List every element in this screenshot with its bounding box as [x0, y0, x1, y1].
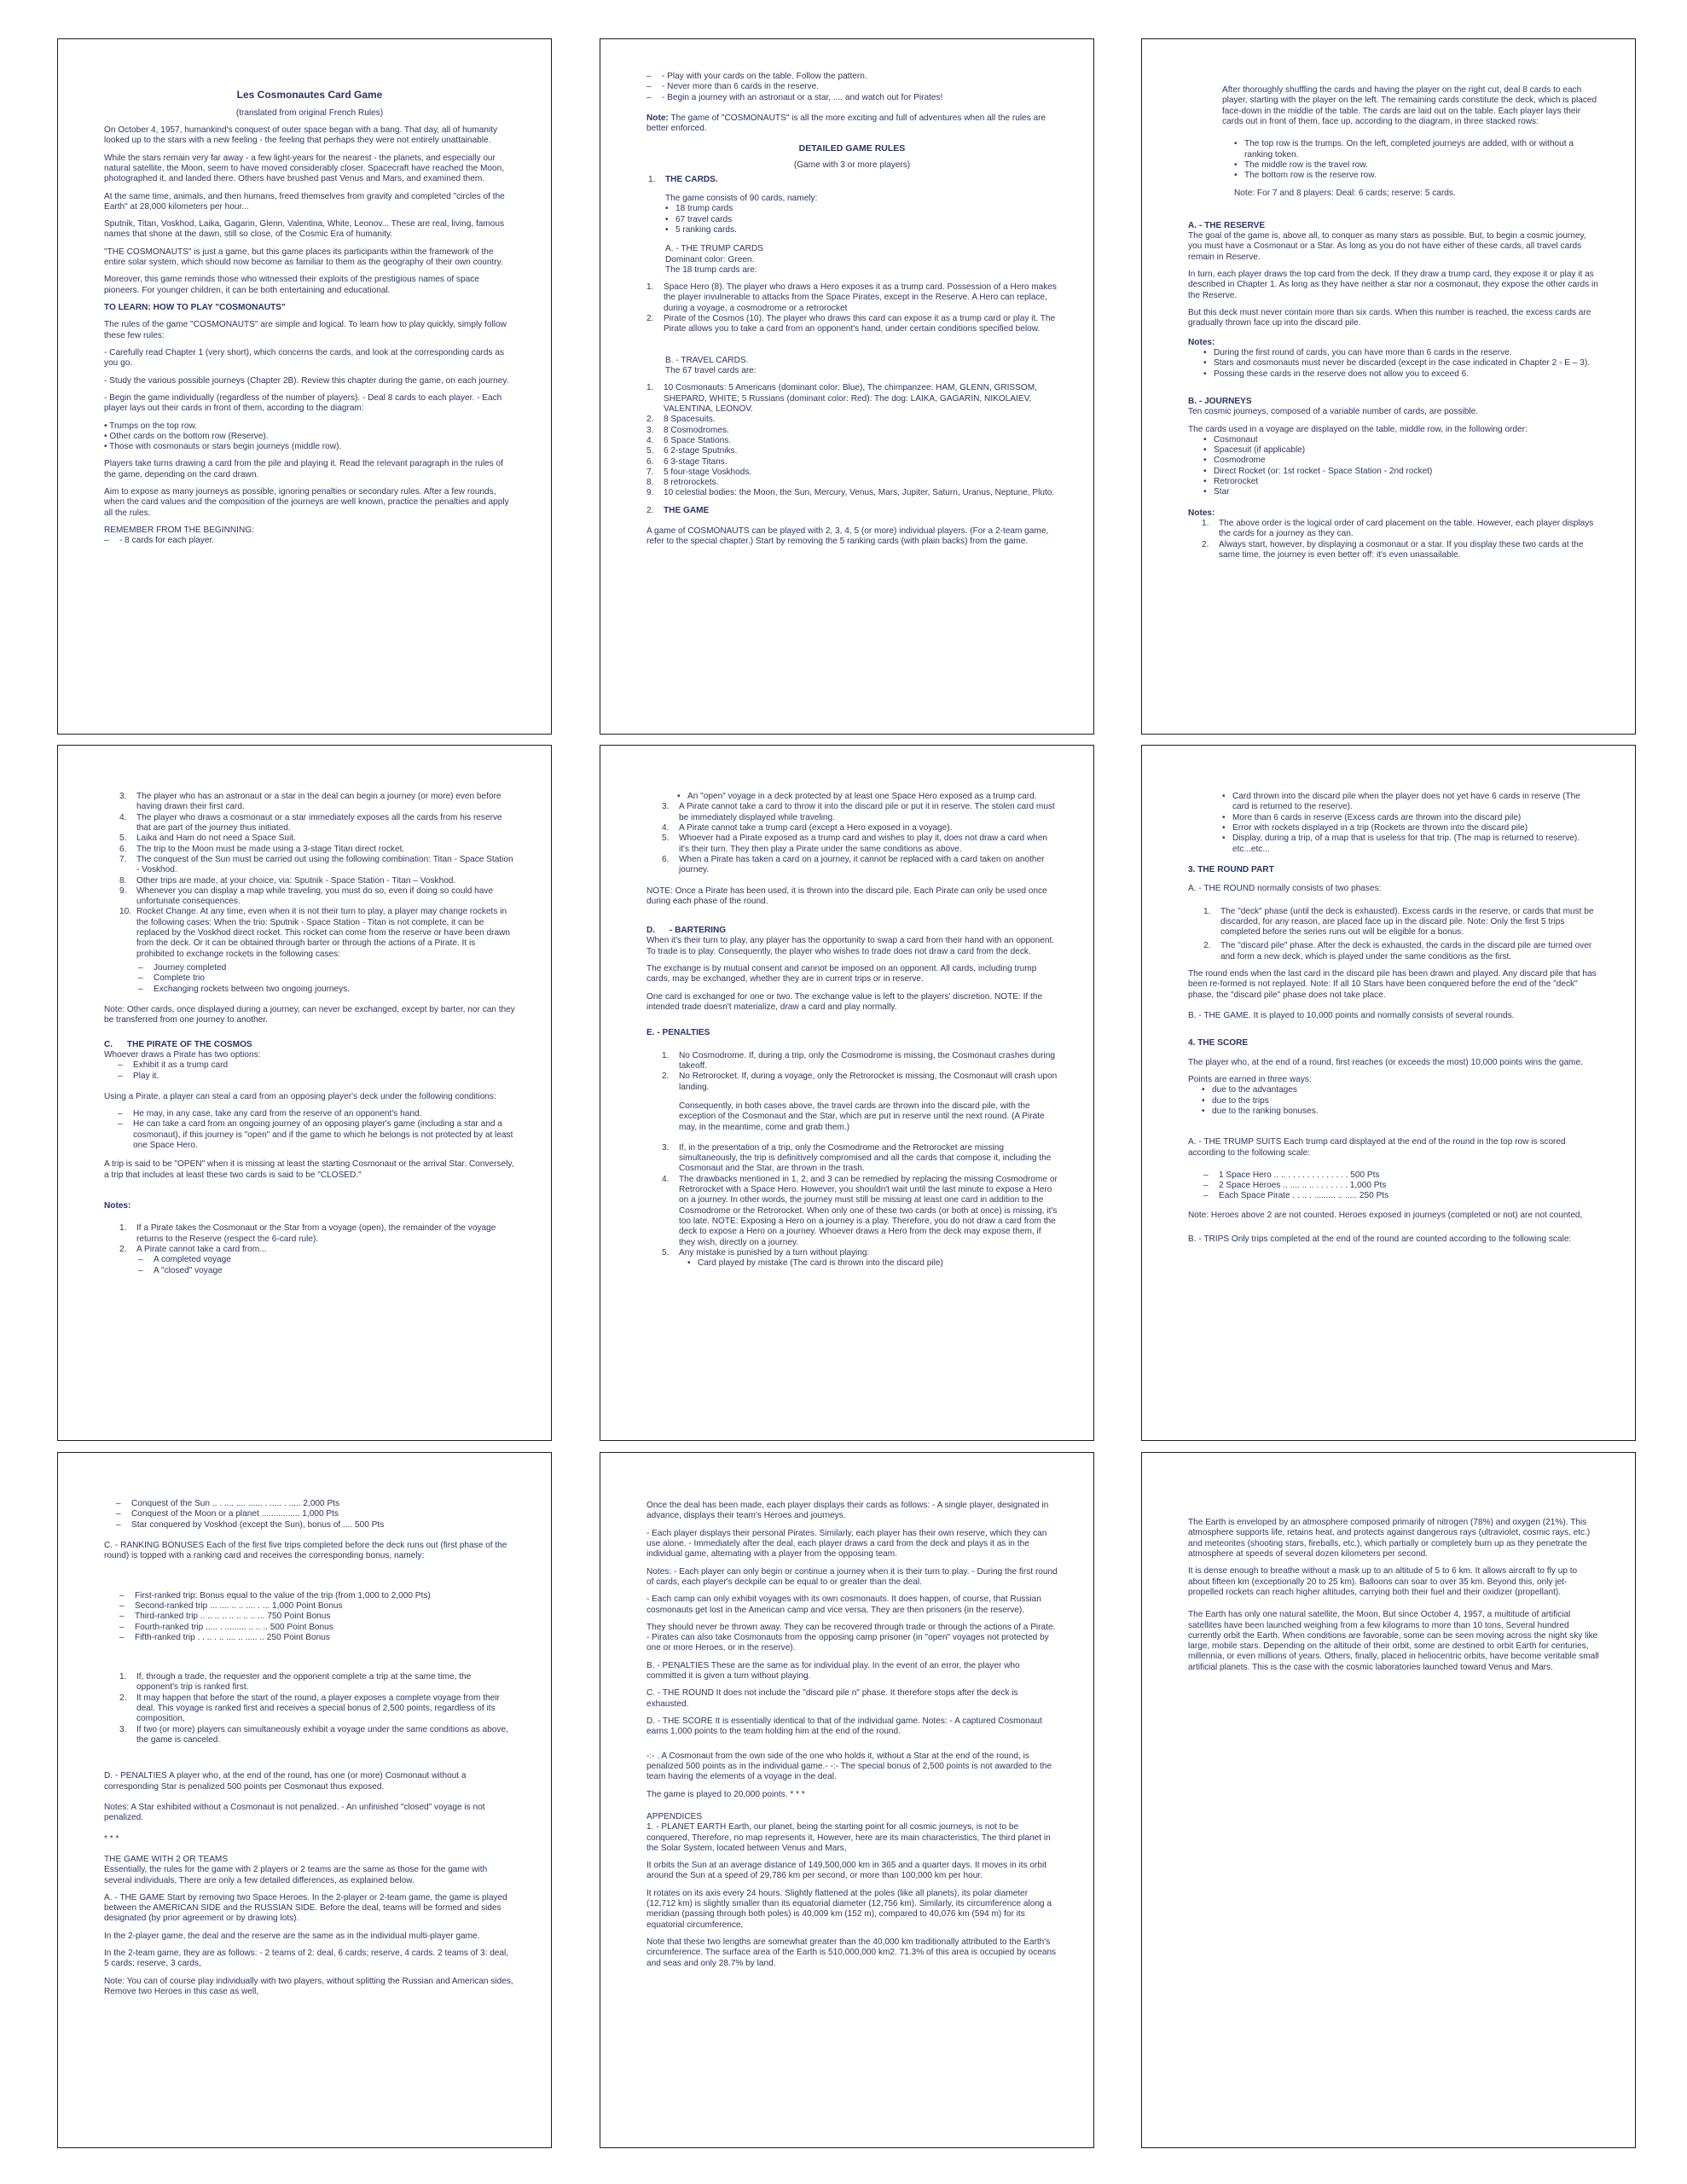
paragraph: Notes: - Each player can only begin or continue a journey when it is their turn to play. - During the first round of cards, each player's deckpile can be equal to or greater than the deal.: [646, 1566, 1058, 1587]
section-heading: THE GAME: [664, 505, 710, 515]
list-item: • due to the ranking bonuses.: [1202, 1107, 1599, 1117]
cards-list: [665, 204, 1058, 235]
paragraph: B. - TRIPS Only trips completed at the end of the round are counted according to the following scale:: [1188, 1234, 1572, 1245]
paragraph: Once the deal has been made, each player displays their cards as follows: - A single player, designated in advance, displays their team's Heroes and journeys.: [646, 1501, 1049, 1521]
list-item: 2. Always start, however, by displaying a cosmonaut or a star. If you display these two cards at the same time, the journey is even better off: it's even unassailable.: [1202, 539, 1584, 560]
page-5: [600, 745, 1094, 1441]
list-item: • An "open" voyage in a deck protected by at least one Space Hero exposed as a trump card.: [677, 792, 1058, 802]
list-item: 1. If, through a trade, the requester and the opponent complete a trip at the same time, the opponent's trip is ranked first.: [119, 1672, 472, 1693]
list-item: 3. A Pirate cannot take a card to throw it into the discard pile or put it in reserve. The stolen card must be immediately displayed while traveling.: [662, 802, 1055, 822]
rules-subtitle: (Game with 3 or more players): [793, 160, 911, 171]
paragraph: Sputnik, Titan, Voskhod, Laika, Gagarin, Glenn, Valentina, White, Leonov... These are real, living, famous names that shone at the dawn, still so close, of the Cosmic Era of humanity.: [104, 219, 505, 240]
list-item: – Fourth-ranked trip ..... . ......... .. .. .. 500 Point Bonus: [119, 1623, 515, 1633]
paragraph: Moreover, this game reminds those who witnessed their exploits of the prestigious names of space pioneers. For younger children, it can be both entertaining and educational.: [104, 275, 479, 295]
list-item: • Display, during a trip, of a map that is useless for that trip. (The map is returned to reserve). etc...etc...: [1222, 834, 1599, 855]
paragraph: Whoever draws a Pirate has two options:: [104, 1049, 261, 1060]
paragraph: While the stars remain very far away - a few light-years for the nearest - the planets, and especially our natural satellite, the Moon, seem to have moved considerably closer. Spacecraft have reached the Moon, photographed it, and landed there. Others have brushed past Venus and Mars, and examined them.: [104, 153, 505, 184]
paragraph: Using a Pirate, a player can steal a card from an opposing player's deck under the following conditions:: [104, 1091, 496, 1101]
list-item: • The top row is the trumps. On the left, completed journeys are added, with or without a ranking token.: [1234, 139, 1599, 160]
paragraph: A game of COSMONAUTS can be played with 2, 3, 4, 5 (or more) individual players. (For a 2-team game, refer to the special chapter.) Start by removing the 5 ranking cards (with plain backs) from the game.: [646, 526, 1049, 547]
paragraph: Players take turns drawing a card from the pile and playing it. Read the relevant paragraph in the rules of the game, depending on the card drawn.: [104, 459, 503, 479]
list-item: 1. 10 Cosmonauts: 5 Americans (dominant color: Blue), The chimpanzee: HAM, GLENN, GRISSOM, SHEPARD, WHITE; 5 Russians (dominant color: Red): The dog: LAIKA, GAGARIN, NIKOLAIEV, VALENTINA, LEONOV.: [646, 383, 1037, 414]
list-item: 6. 6 3-stage Titans.: [646, 456, 728, 467]
list-item: – Star conquered by Voskhod (except the Sun), bonus of .... 500 Pts: [116, 1520, 515, 1531]
list-item: 3. If two (or more) players can simultaneously exhibit a voyage under the same conditions as above, the game is canceled.: [119, 1724, 508, 1745]
remember-item: – - Begin a journey with an astronaut or a star, .... and watch out for Pirates!: [646, 93, 1058, 103]
paragraph: After thoroughly shuffling the cards and having the player on the right cut, deal 8 cards to each player, starting with the player on the left. The remaining cards constitute the deck, which is placed face-down in the middle of the table. The cards are laid out on the table. Each player lays their cards out in front of them, face up, according to the diagram, in three stacked rows:: [1222, 85, 1597, 126]
list-item: • During the first round of cards, you can have more than 6 cards in the reserve.: [1203, 348, 1599, 358]
list-item: • Retrorocket: [1203, 477, 1599, 487]
list-item: 1. The above order is the logical order of card placement on the table. However, each player displays the cards for a journey as they can.: [1202, 519, 1594, 539]
list-item: – A "closed" voyage: [138, 1266, 515, 1276]
paragraph: Notes: A Star exhibited without a Cosmonaut is not penalized. - An unfinished "closed" voyage is not penalized.: [104, 1802, 485, 1823]
list-item: – Play it.: [118, 1072, 515, 1082]
paragraph: In the 2-team game, they are as follows: - 2 teams of 2: deal, 6 cards; reserve, 4 cards. 2 teams of 3: deal, 5 cards; reserve, 3 cards,: [104, 1949, 509, 1969]
list-item: 2. It may happen that before the start of the round, a player exposes a complete voyage from their deal. This voyage is ranked first and receives a special bonus of 2,500 points, regardless of its composition,: [119, 1693, 500, 1724]
section-heading: A. - THE RESERVE: [1188, 220, 1266, 230]
paragraph: The game is played to 20,000 points. * * *: [646, 1789, 805, 1799]
trump-list: [646, 282, 1058, 335]
list-item: – A completed voyage: [138, 1255, 515, 1265]
list-item: 2. A Pirate cannot take a card from...: [119, 1244, 267, 1254]
section-heading: TO LEARN: HOW TO PLAY "COSMONAUTS": [104, 303, 286, 312]
section-number: 2.: [646, 505, 654, 515]
paragraph: - Study the various possible journeys (Chapter 2B). Review this chapter during the game, on each journey.: [104, 375, 509, 386]
mistake-list-cont: [1222, 792, 1599, 855]
note: [646, 113, 1058, 135]
document-subtitle: (translated from original French Rules): [235, 107, 384, 118]
penalties-list-cont: [662, 1143, 1058, 1258]
list-item: • due to the trips: [1202, 1096, 1599, 1107]
list-item: • Star: [1203, 487, 1599, 497]
list-item: 4. 6 Space Stations.: [646, 435, 732, 445]
list-item: – Third-ranked trip .. .. .. .. .. .. .. .. ... 750 Point Bonus: [119, 1612, 515, 1622]
list-item: – Fifth-ranked trip . . .. . .. .... .. ..... .. 250 Point Bonus: [119, 1633, 515, 1643]
paragraph: The game consists of 90 cards, namely:: [665, 193, 818, 203]
page-1: [57, 38, 552, 735]
paragraph: - Carefully read Chapter 1 (very short), which concerns the cards, and look at the corresponding cards as you go.: [104, 347, 505, 369]
paragraph: The 18 trump cards are:: [665, 264, 757, 275]
page-8: [600, 1452, 1094, 2148]
list-item: • due to the advantages: [1202, 1085, 1599, 1095]
remember-list: [104, 536, 515, 546]
paragraph: In turn, each player draws the top card from the deck. If they draw a trump card, they expose it or play it as described in Chapter 1. As long as they have neither a star nor a cosmonaut, they expose the other cards in the Reserve.: [1188, 270, 1598, 300]
list-item: 4. The player who draws a cosmonaut or a star immediately exposes all the cards from his reserve that are part of the journey thus initiated.: [119, 812, 502, 833]
phases-list: [1203, 907, 1599, 963]
pirate-notes: [119, 1223, 515, 1255]
list-item: 3. 8 Cosmodromes.: [646, 425, 729, 435]
ranking-rules: [119, 1672, 515, 1745]
paragraph: B. - THE GAME. It is played to 10,000 points and normally consists of several rounds.: [1188, 1011, 1515, 1020]
list-item: – Conquest of the Moon or a planet ................ 1,000 Pts: [116, 1509, 515, 1519]
paragraph: -:- . A Cosmonaut from the own side of the one who holds it, without a Star at the end of the round, is penalized 500 points as in the individual game.- -:- The special bonus of 2,500 points is not awarded to the team having the elements of a voyage in the deal.: [646, 1751, 1052, 1782]
section-game: [646, 506, 1058, 516]
document-title: Les Cosmonautes Card Game: [236, 89, 383, 101]
paragraph: A. - THE ROUND normally consists of two phases:: [1188, 884, 1382, 894]
subsection-heading: B. - TRAVEL CARDS.: [665, 355, 749, 365]
reserve-notes: [1203, 348, 1599, 380]
list-item: 7. 5 four-stage Voskhods.: [646, 467, 752, 477]
list-item: • Cosmonaut: [1203, 435, 1599, 445]
list-item: 8. Other trips are made, at your choice, via: Sputnik - Space Station - Titan – Voskhod.: [119, 875, 456, 886]
paragraph: Note that these two lengths are somewhat greater than the 40,000 km traditionally attributed to the Earth's circumference. The surface area of the Earth is 510,000,000 km2. 71.3% of this area is occupied by oceans and seas and only 28.7% by land.: [646, 1937, 1057, 1968]
page-3: [1141, 38, 1636, 735]
list-item: 5. Any mistake is punished by a turn without playing:: [662, 1247, 870, 1258]
penalties-list: [662, 1051, 1058, 1093]
paragraph: Consequently, in both cases above, the travel cards are thrown into the discard pile, with the exception of the Cosmonaut and the Star, which are put in reserve until the next round. (A Pirate may, in the meantime, come and grab them.): [679, 1101, 1045, 1132]
paragraph: Note: You can of course play individually with two players, without splitting the Russian and American sides, Remove two Heroes in this case as well,: [104, 1976, 513, 1996]
pirate-list-cont: [677, 792, 1058, 802]
list-item: 4. A Pirate cannot take a trump card (except a Hero exposed in a voyage).: [662, 822, 953, 833]
list-item: 2. The "discard pile" phase. After the deck is exhausted, the cards in the discard pile are turned over and form a new deck, which is played under the same conditions as the first.: [1203, 941, 1592, 961]
remember-item: – - Play with your cards on the table. Follow the pattern.: [646, 72, 1058, 82]
section-heading: THE GAME WITH 2 OR TEAMS: [104, 1854, 229, 1864]
paragraph: D. - PENALTIES A player who, at the end of the round, has one (or more) Cosmonaut without a corresponding Star is penalized 500 points per Cosmonaut thus exposed.: [104, 1771, 467, 1792]
list-item: • 67 travel cards: [665, 215, 1058, 225]
list-item: • 5 ranking cards.: [665, 225, 1058, 235]
list-item: 2. Pirate of the Cosmos (10). The player who draws this card can expose it as a trump card or play it. The Pirate allows you to take a card from an opponent's hand, under certain conditions specified below.: [646, 314, 1056, 334]
ranking-scale: [119, 1591, 515, 1644]
note-label: Note:: [646, 113, 669, 123]
list-item: • More than 6 cards in reserve (Excess cards are thrown into the discard pile): [1222, 813, 1599, 823]
prohibited-list: [138, 963, 515, 995]
list-item: 3. The player who has an astronaut or a star in the deal can begin a journey (or more) even before having drawn their first card.: [119, 792, 501, 812]
section-heading: D. - BARTERING: [646, 926, 727, 936]
paragraph: - Each camp can only exhibit voyages with its own cosmonauts. It does happen, of course, that Russian cosmonauts get lost in the American camp and vice versa, They are then prisoners (in the reserve).: [646, 1594, 1041, 1615]
list-item: 8. 8 retrorockets.: [646, 478, 719, 488]
trump-scale: [1203, 1170, 1599, 1202]
list-item: 2. No Retrorocket. If, during a voyage, only the Retrorocket is missing, the Cosmonaut will crash upon landing.: [662, 1072, 1058, 1092]
page-6: [1141, 745, 1636, 1441]
conquest-scale: [116, 1499, 515, 1531]
page-9: [1141, 1452, 1636, 2148]
pirate-conditions: [118, 1109, 515, 1151]
note-text: The game of "COSMONAUTS" is all the more exciting and full of adventures when all the rules are better enforced.: [646, 113, 1046, 134]
rows-list: [1234, 139, 1599, 181]
list-item: • Spacesuit (if applicable): [1203, 445, 1599, 456]
list-item: – Complete trio: [138, 973, 515, 984]
list-item: 4. The drawbacks mentioned in 1, 2, and 3 can be remedied by replacing the missing Cosmodrome or Retrorocket with a Space Hero. However, you shouldn't wait until the last minute to expose a Hero on a journey. In other words, the journey must still be missing at least one card in addition to the Cosmodrome or the Retrorocket. When only one of these two cards (or both at once) is missing, it's too late. NOTE: Exposing a Hero on a journey is a play. Therefore, you do not draw a card from the deck to expose a Hero on a journey. Whoever draws a Hero from the deck may expose them, if they wish, directly on a journey.: [662, 1174, 1058, 1247]
paragraph: The player who, at the end of a round, first reaches (or exceeds the most) 10,000 points wins the game.: [1188, 1057, 1583, 1067]
journey-order-list: [1203, 435, 1599, 498]
list-item: 1. The "deck" phase (until the deck is exhausted). Excess cards in the reserve, or cards that must be discarded, for any reason, are placed face up in the discard pile. Note: Only the first 5 trips completed before the series runs out will be eligible for a bonus.: [1203, 906, 1594, 938]
paragraph: When it's their turn to play, any player has the opportunity to swap a card from their hand with an opponent. To trade is to play. Consequently, the player who wishes to trade does not draw a card from the deck.: [646, 936, 1055, 956]
list-item: 2. 8 Spacesuits.: [646, 415, 716, 425]
pirate-options: [118, 1060, 515, 1082]
page-4: [57, 745, 552, 1441]
section-heading: E. - PENALTIES: [646, 1028, 710, 1038]
paragraph: The cards used in a voyage are displayed on the table, middle row, in the following order:: [1188, 424, 1528, 434]
points-list: [1202, 1085, 1599, 1117]
remember-item: – - Never more than 6 cards in the reserve.: [646, 82, 1058, 92]
list-item: 9. 10 celestial bodies: the Moon, the Sun, Mercury, Venus, Mars, Jupiter, Saturn, Uranus, Neptune, Pluto.: [646, 488, 1055, 498]
travel-list: [646, 383, 1058, 498]
diagram-line: • Trumps on the top row.: [104, 421, 198, 431]
list-item: – He can take a card from an ongoing journey of an opposing player's game (including a star and a cosmonaut), if this journey is "open" and if the game to which he belongs is not protected by at least one Space Hero.: [118, 1119, 515, 1151]
remember-list: [646, 72, 1058, 103]
paragraph: They should never be thrown away. They can be recovered through trade or through the actions of a Pirate. - Pirates can also take Cosmonauts from the opposing camp prisoner (in "open" voyages not protected by one or more Heroes, or in the reserve).: [646, 1622, 1056, 1653]
list-item: 1. Space Hero (8). The player who draws a Hero exposes it as a trump card. Possession of a Hero makes the player invulnerable to attacks from the Space Pirates, except in the Reserve. A Hero can replace, during a voyage, a cosmodrome or a retrorocket: [646, 282, 1057, 313]
list-item: – He may, in any case, take any card from the reserve of an opponent's hand.: [118, 1109, 515, 1119]
paragraph: It rotates on its axis every 24 hours. Slightly flattened at the poles (like all planets), its polar diameter (12,712 km) is slightly smaller than its equatorial diameter (12,756 km). Similarly, its circumference along a meridian (passing through both poles) is 40,009 km (152 m), compared to 40,076 km (594 m) for its equatorial circumference,: [646, 1888, 1052, 1930]
paragraph: C. - THE ROUND It does not include the "discard pile n" phase. It therefore stops after the deck is exhausted.: [646, 1688, 1018, 1709]
notes-label: Notes:: [1188, 337, 1215, 347]
section-cards: [648, 175, 1058, 185]
section-heading: 3. THE ROUND PART: [1188, 864, 1274, 874]
paragraph: The 67 travel cards are:: [665, 366, 757, 376]
section-heading: B. - JOURNEYS: [1188, 396, 1252, 406]
list-item: 10. Rocket Change. At any time, even when it is not their turn to play, a player may change rockets in the following cases: When the trio: Sputnik - Space Station - Titan is not complete, it can be replaced by the Voskhod direct rocket. This rocket can come from the reserve or have been drawn from the deck. Or it can be obtained through barter or through the actions of a Pirate. It is prohibited to exchange rockets in the following cases:: [119, 907, 510, 959]
section-heading: C. THE PIRATE OF THE COSMOS: [104, 1039, 252, 1049]
list-item: 5. 6 2-stage Sputniks.: [646, 446, 738, 456]
list-item: 6. When a Pirate has taken a card on a journey, it cannot be replaced with a card taken on another journey.: [662, 854, 1045, 875]
list-item: – Each Space Pirate . . .. . ......... .. ..... 250 Pts: [1203, 1191, 1599, 1201]
list-item: 5. Whoever had a Pirate exposed as a trump card and wishes to play it, does not draw a card when it's their turn. They then play a Pirate under the same conditions as above.: [662, 834, 1048, 854]
journey-notes: [1202, 519, 1599, 561]
notes-label: Notes:: [1188, 508, 1215, 518]
list-item: • The middle row is the travel row.: [1234, 160, 1599, 171]
section-number: 1.: [648, 174, 656, 184]
paragraph: It is dense enough to breathe without a mask up to an altitude of 5 to 6 km. It allows aircraft to fly up to about fifteen km (exceptionally 20 to 25 km). Balloons can soar to over 35 km. Beyond this, only jet-propelled rockets can reach higher altitudes, carrying both their fuel and their oxidizer (propellant).: [1188, 1566, 1578, 1597]
remember-item: – - 8 cards for each player.: [104, 536, 515, 546]
list-item: • Card thrown into the discard pile when the player does not yet have 6 cards in reserve (The card is returned to the reserve).: [1222, 792, 1599, 813]
paragraph: - Begin the game individually (regardless of the number of players). - Deal 8 cards to each player. - Each player lays out their cards in front of them, according to the diagram:: [104, 392, 502, 414]
mistake-list: [687, 1258, 1058, 1269]
paragraph: It orbits the Sun at an average distance of 149,500,000 km in 365 and a quarter days. It moves in its orbit around the Sun at a speed of 29,786 km per second, or more than 100,000 km per hour.: [646, 1861, 1047, 1881]
list-item: • Card played by mistake (The card is thrown into the discard pile): [687, 1258, 1058, 1269]
section-heading: 4. THE SCORE: [1188, 1038, 1249, 1048]
list-item: 3. If, in the presentation of a trip, only the Cosmodrome and the Retrorocket are missing simultaneously, the trip is definitively compromised and all the cards that compose it, including the Cosmonaut and the Star, are thrown in the trash.: [662, 1142, 1052, 1174]
notes-label: Notes:: [104, 1201, 131, 1211]
paragraph: C. - RANKING BONUSES Each of the first five trips completed before the deck runs out (first phase of the round) is topped with a ranking card and receives the corresponding bonus, namely:: [104, 1540, 507, 1561]
paragraph: The round ends when the last card in the discard pile has been drawn and played. Any discard pile that has been re-formed is not replayed. Note: If all 10 Stars have been conquered before the end of the "deck" phase, the "discard pile" phase does not take place.: [1188, 969, 1597, 1000]
paragraph: On October 4, 1957, humankind's conquest of outer space began with a bang. That day, all of humanity looked up to the stars with a new feeling - the feeling that perhaps they were not entirely unattainable.: [104, 125, 498, 146]
list-item: 7. The conquest of the Sun must be carried out using the following combination: Titan - Space Station - Voskhod.: [119, 854, 513, 875]
list-item: • Cosmodrome: [1203, 456, 1599, 466]
list-item: – 2 Space Heroes .. .... .. .. . . . . . . . 1,000 Pts: [1203, 1181, 1599, 1191]
note: NOTE: Once a Pirate has been used, it is thrown into the discard pile. Each Pirate can only be used once during each phase of the round.: [646, 886, 1047, 906]
paragraph: One card is exchanged for one or two. The exchange value is left to the players' discretion. NOTE: If the intended trade doesn't materialize, draw a card and play normally.: [646, 991, 1043, 1012]
list-item: – Exhibit it as a trump card: [118, 1060, 515, 1071]
list-item: – Journey completed: [138, 963, 515, 973]
list-item: 1. If a Pirate takes the Cosmonaut or the Star from a voyage (open), the remainder of the voyage returns to the Reserve (respect the 6-card rule).: [119, 1223, 496, 1244]
paragraph: At the same time, animals, and then humans, freed themselves from gravity and completed "circles of the Earth" at 28,000 kilometers per hour...: [104, 191, 505, 212]
list-item: 9. Whenever you can display a map while traveling, you must do so, even if doing so could have unfortunate consequences.: [119, 886, 494, 907]
paragraph: The goal of the game is, above all, to conquer as many stars as possible. But, to begin a cosmic journey, you must have a Cosmonaut or a Star. As long as you do not have either of these cards, all travel cards remain in Reserve.: [1188, 231, 1586, 262]
paragraph: D. - THE SCORE It is essentially identical to that of the individual game. Notes: - A captured Cosmonaut earns 1,000 points to the team holding him at the end of the round.: [646, 1716, 1042, 1737]
subsection-heading: A. - THE TRUMP CARDS: [665, 244, 763, 254]
list-item: • Stars and cosmonauts must never be discarded (except in the case indicated in Chapter 2 - E – 3).: [1203, 358, 1599, 369]
paragraph: Ten cosmic journeys, composed of a variable number of cards, are possible.: [1188, 407, 1478, 417]
list-item: • Possing these cards in the reserve does not allow you to exceed 6.: [1203, 369, 1599, 380]
list-item: • The bottom row is the reserve row.: [1234, 171, 1599, 181]
section-heading: APPENDICES: [646, 1811, 703, 1821]
diagram-line: • Those with cosmonauts or stars begin journeys (middle row).: [104, 442, 342, 452]
separator-stars: * * *: [104, 1833, 119, 1844]
list-item: 1. No Cosmodrome. If, during a trip, only the Cosmodrome is missing, the Cosmonaut crashes during takeoff.: [662, 1050, 1055, 1071]
diagram-line: • Other cards on the bottom row (Reserve).: [104, 431, 269, 441]
page-7: [57, 1452, 552, 2148]
paragraph: Note: Heroes above 2 are not counted. Heroes exposed in journeys (completed or not) are not counted,: [1188, 1210, 1583, 1220]
paragraph: Essentially, the rules for the game with 2 players or 2 teams are the same as those for the game with several individuals, There are only a few detailed differences, as explained below.: [104, 1865, 488, 1885]
pirate-rules: [662, 802, 1058, 875]
paragraph: The exchange is by mutual consent and cannot be imposed on an opponent. All cards, including trump cards, may be exchanged, whether they are in current trips or in reserve.: [646, 964, 1037, 985]
paragraph: Points are earned in three ways:: [1188, 1074, 1312, 1084]
paragraph: Aim to expose as many journeys as possible, ignoring penalties or secondary rules. After a few rounds, when the card values and the composition of the journeys are well known, practice the penalties and apply all the rules.: [104, 487, 509, 518]
paragraph: - Each player displays their personal Pirates. Similarly, each player has their own reserve, which they can use alone. - Immediately after the deal, each player draws a card from the deck and plays it as in the individual game, alternating with a player from the opposing team.: [646, 1528, 1047, 1560]
paragraph: Dominant color: Green.: [665, 254, 755, 264]
paragraph: A. - THE GAME Start by removing two Space Heroes. In the 2-player or 2-team game, the game is played between the AMERICAN SIDE and the RUSSIAN SIDE. Before the deal, teams will be formed and sides designated (by prior agreement or by drawing lots).: [104, 1892, 507, 1924]
list-item: – Conquest of the Sun .. . .... .... ...... . ..... . ..... 2,000 Pts: [116, 1499, 515, 1509]
paragraph: But this deck must never contain more than six cards. When this number is reached, the excess cards are gradually thrown face up into the discard pile.: [1188, 308, 1591, 328]
list-item: – First-ranked trip: Bonus equal to the value of the trip (from 1,000 to 2,000 Pts): [119, 1591, 515, 1601]
rules-title: DETAILED GAME RULES: [798, 142, 906, 154]
note: Note: Other cards, once displayed during a journey, can never be exchanged, except by barter, nor can they be transferred from one journey to another.: [104, 1004, 515, 1025]
paragraph: 1. - PLANET EARTH Earth, our planet, being the starting point for all cosmic journeys, is not to be conquered, Therefore, no map represents it, However, here are its main characteristics, The third planet in the Solar System, located between Venus and Mars,: [646, 1822, 1051, 1853]
section-heading: THE CARDS.: [665, 174, 718, 184]
list-item: 5. Laika and Ham do not need a Space Suit.: [119, 834, 296, 844]
page-2: [600, 38, 1094, 735]
list-item: – Exchanging rockets between two ongoing journeys.: [138, 985, 515, 995]
paragraph: "THE COSMONAUTS" is just a game, but this game places its participants within the framework of the entire solar system, which should now become as familiar to them as the geography of their own country.: [104, 247, 503, 268]
paragraph: The Earth is enveloped by an atmosphere composed primarily of nitrogen (78%) and oxygen (21%). This atmosphere supports life, retains heat, and protects against dangerous rays (ultraviolet, cosmic rays, etc.) and meteorites (shooting stars, fireballs, etc.), which partially or completely burn up as they penetrate the atmosphere at speeds of several dozen kilometers per second.: [1188, 1518, 1591, 1559]
list-item: – Second-ranked trip ... .... .. .. .... . ... 1,000 Point Bonus: [119, 1601, 515, 1612]
list-item: 6. The trip to the Moon must be made using a 3-stage Titan direct rocket.: [119, 844, 405, 854]
paragraph: The rules of the game "COSMONAUTS" are simple and logical. To learn how to play quickly, simply follow these few rules:: [104, 320, 507, 340]
note: Note: For 7 and 8 players: Deal: 6 cards; reserve: 5 cards.: [1234, 188, 1456, 198]
list-item: • Error with rockets displayed in a trip (Rockets are thrown into the discard pile): [1222, 823, 1599, 834]
paragraph: In the 2-player game, the deal and the reserve are the same as in the individual multi-player game.: [104, 1931, 480, 1941]
list-item: • 18 trump cards: [665, 204, 1058, 214]
paragraph: A trip is said to be "OPEN" when it is missing at least the starting Cosmonaut or the arrival Star. Conversely, a trip that includes at least these two cards is said to be "CLOSED.": [104, 1159, 514, 1180]
list-item: • Direct Rocket (or: 1st rocket - Space Station - 2nd rocket): [1203, 467, 1599, 477]
remember-heading: REMEMBER FROM THE BEGINNING:: [104, 526, 254, 535]
paragraph: B. - PENALTIES These are the same as for individual play. In the event of an error, the player who committed it is given a turn without playing.: [646, 1660, 1020, 1682]
journey-rules: [119, 792, 515, 960]
paragraph: The Earth has only one natural satellite, the Moon, But since October 4, 1957, a multitude of artificial satellites have been launched weighing from a few kilograms to more than 10 tons, Several hundred currently orbit the Earth. When conditions are favorable, some can be seen moving across the night sky like large, mobile stars. Depending on the altitude of their orbit, some are destined to orbit Earth for centuries, millennia, or even millions of years. Others, finally, placed in heliocentric orbits, have become veritable small artificial planets. This is the case with the cosmic laboratories launched toward Venus and Mars.: [1188, 1610, 1599, 1672]
list-item: – 1 Space Hero .. .. . . . . . . . . . . . . . 500 Pts: [1203, 1170, 1599, 1181]
cannot-take-list: [138, 1255, 515, 1276]
paragraph: A. - THE TRUMP SUITS Each trump card displayed at the end of the round in the top row is scored according to the following scale:: [1188, 1137, 1566, 1158]
